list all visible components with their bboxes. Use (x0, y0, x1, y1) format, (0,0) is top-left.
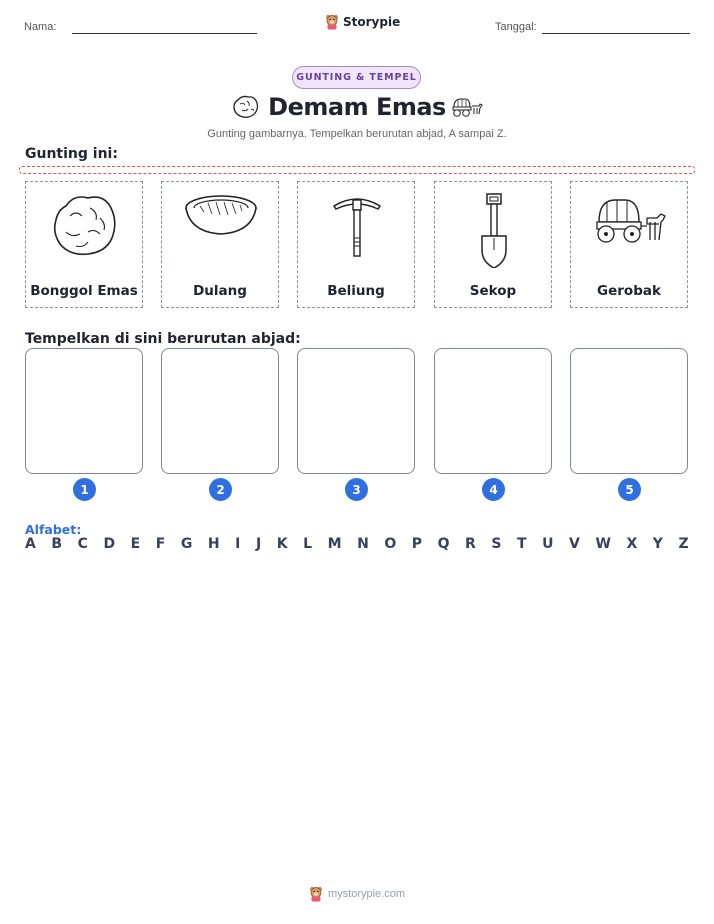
cut-card-4[interactable] (434, 181, 552, 308)
paste-slot-3[interactable] (297, 348, 415, 474)
name-field-line[interactable] (72, 33, 257, 34)
alphabet-letter: H (207, 536, 220, 552)
footer-url: mystorypie.com (327, 888, 406, 900)
logo-text: Storypie (343, 15, 401, 29)
alphabet-letter: F (155, 536, 166, 552)
name-label: Nama: (24, 21, 57, 33)
alphabet-letter: M (327, 536, 342, 552)
cut-section-heading: Gunting ini: (25, 146, 118, 162)
alphabet-letter: V (569, 536, 580, 552)
shovel-icon (435, 188, 553, 268)
card-label-5: Gerobak (597, 283, 661, 299)
card-label-4: Sekop (469, 283, 517, 299)
alphabet-letter: W (595, 536, 611, 552)
date-field-line[interactable] (542, 33, 690, 34)
alphabet-letter: G (180, 536, 193, 552)
alphabet-letter: Q (437, 536, 450, 552)
paste-slot-5[interactable] (570, 348, 688, 474)
storypie-logo (325, 14, 400, 30)
cut-card-1[interactable] (25, 181, 143, 308)
alphabet-letter: L (303, 536, 313, 552)
wagon-title-icon (451, 96, 483, 118)
alphabet-letter: Z (678, 536, 689, 552)
cut-card-5[interactable] (570, 181, 688, 308)
paste-slot-1[interactable] (25, 348, 143, 474)
alphabet-letter: O (384, 536, 397, 552)
wagon-icon (571, 188, 689, 268)
alphabet-letter: I (235, 536, 241, 552)
slot-number-1: 1 (73, 478, 96, 501)
card-label-2: Dulang (193, 283, 247, 299)
alphabet-letter: S (491, 536, 502, 552)
alphabet-letter: E (130, 536, 141, 552)
bear-mascot-icon (325, 14, 339, 30)
cut-dashed-line (19, 166, 695, 174)
alphabet-letter: T (517, 536, 527, 552)
pickaxe-icon (298, 188, 416, 268)
activity-badge: GUNTING & TEMPEL (292, 66, 421, 89)
bear-mascot-footer-icon (309, 886, 323, 902)
slot-number-4: 4 (482, 478, 505, 501)
gold-nugget-icon (26, 188, 144, 268)
alphabet-letter: R (465, 536, 476, 552)
alphabet-heading: Alfabet: (25, 522, 82, 537)
alphabet-letter: C (77, 536, 88, 552)
date-label: Tanggal: (495, 21, 537, 33)
gold-pan-icon (162, 188, 280, 268)
page-title: Demam Emas (268, 93, 446, 121)
slot-number-2: 2 (209, 478, 232, 501)
paste-section-heading: Tempelkan di sini berurutan abjad: (25, 331, 301, 347)
paste-slot-2[interactable] (161, 348, 279, 474)
card-label-1: Bonggol Emas (30, 283, 138, 299)
cut-card-3[interactable] (297, 181, 415, 308)
card-label-3: Beliung (327, 283, 385, 299)
alphabet-letter: X (626, 536, 638, 552)
instructions-subtitle: Gunting gambarnya. Tempelkan berurutan abjad, A sampai Z. (207, 128, 507, 140)
alphabet-letter: J (255, 536, 262, 552)
alphabet-row (25, 536, 689, 552)
alphabet-letter: D (103, 536, 116, 552)
alphabet-letter: K (276, 536, 288, 552)
alphabet-letter: B (51, 536, 63, 552)
alphabet-letter: U (542, 536, 554, 552)
slot-number-5: 5 (618, 478, 641, 501)
paste-slot-4[interactable] (434, 348, 552, 474)
cut-card-2[interactable] (161, 181, 279, 308)
alphabet-letter: N (357, 536, 369, 552)
alphabet-letter: Y (652, 536, 663, 552)
alphabet-letter: A (25, 536, 36, 552)
footer (0, 886, 714, 902)
slot-number-3: 3 (345, 478, 368, 501)
alphabet-letter: P (411, 536, 423, 552)
